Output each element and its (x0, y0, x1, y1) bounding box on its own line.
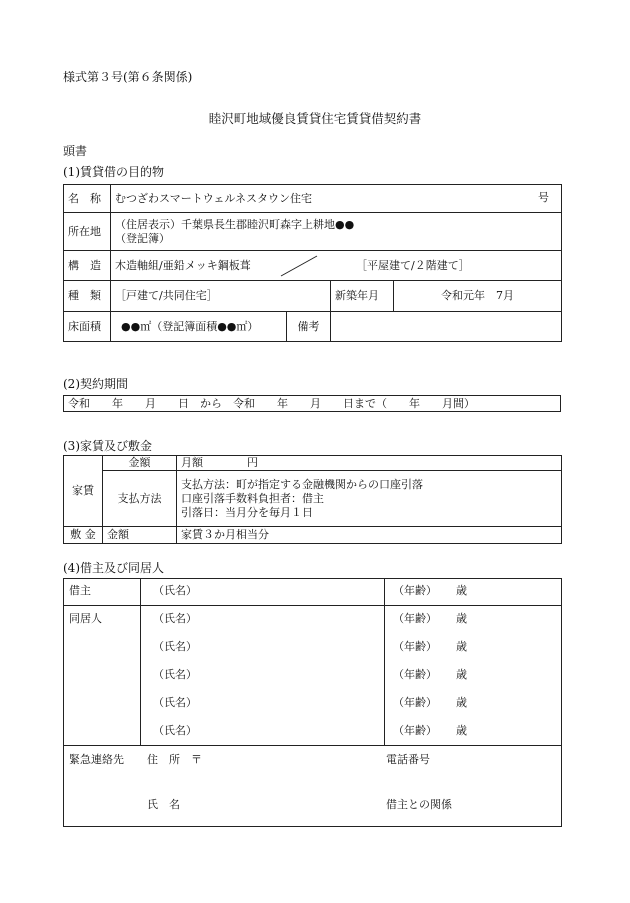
amount-header: 金額 (103, 456, 177, 471)
emergency-relation-field: 借主との関係 (386, 798, 452, 811)
period-table (63, 395, 561, 412)
deposit-value: 家賃３か月相当分 (177, 527, 562, 544)
cohabitant-age-field: （年齢） (393, 696, 437, 709)
deposit-amount-label: 金額 (103, 527, 177, 544)
emergency-address-field: 住 所 〒 (147, 753, 202, 766)
section3-heading: (3)家賃及び敷金 (63, 439, 152, 453)
emergency-name-field: 氏 名 (147, 798, 180, 811)
tenant-col-divider-left (140, 578, 141, 745)
emergency-row-divider (63, 745, 561, 746)
cohabitant-age-unit: 歳 (456, 640, 467, 653)
name-suffix: 号 (538, 191, 550, 204)
name-value-cell (111, 185, 562, 213)
structure-label: 構 造 (64, 251, 111, 281)
cohabitant-name-field: （氏名） (153, 668, 197, 681)
cohabitant-age-unit: 歳 (456, 668, 467, 681)
rent-label: 家賃 (64, 456, 103, 527)
period-text: 令和 年 月 日 から 令和 年 月 日まで（ 年 月間） (64, 396, 561, 412)
address-cell (111, 213, 562, 251)
cohabitant-name-field: （氏名） (153, 724, 197, 737)
rent-table (63, 455, 562, 544)
area-value: ●●㎡（登記簿面積●●㎡） (111, 312, 287, 342)
structure-cell (111, 251, 562, 281)
emergency-phone-field: 電話番号 (386, 753, 430, 766)
section4-heading: (4)借主及び同居人 (63, 561, 164, 575)
section-intro: 頭書 (63, 144, 88, 158)
property-table (63, 184, 562, 342)
borrower-label: 借主 (69, 584, 91, 597)
section1-heading: (1)賃貸借の目的物 (63, 165, 164, 179)
address-label: 所在地 (64, 213, 111, 251)
document-title: 睦沢町地域優良賃貸住宅賃貸借契約書 (208, 111, 422, 126)
cohabitant-name-field: （氏名） (153, 612, 197, 625)
name-label: 名 称 (64, 185, 111, 213)
cohabitant-name-field: （氏名） (153, 640, 197, 653)
built-value: 令和元年 7月 (394, 281, 562, 312)
name-value: むつざわスマートウェルネスタウン住宅 (115, 191, 313, 205)
payment-line3: 引落日：当月分を毎月１日 (181, 505, 313, 519)
emergency-label: 緊急連絡先 (69, 753, 124, 766)
payment-details (177, 471, 562, 527)
cohabitant-label: 同居人 (69, 612, 102, 625)
cohabitant-age-field: （年齢） (393, 724, 437, 737)
tenant-table (63, 578, 562, 827)
area-label: 床面積 (64, 312, 111, 342)
monthly-amount: 月額 円 (177, 456, 562, 471)
cohabitant-age-unit: 歳 (456, 724, 467, 737)
address-line2: （登記簿） (115, 231, 170, 245)
cohabitant-age-unit: 歳 (456, 696, 467, 709)
remarks-label: 備考 (287, 312, 331, 342)
cohabitant-age-field: （年齢） (393, 668, 437, 681)
type-label: 種 類 (64, 281, 111, 312)
borrower-name-field: （氏名） (153, 584, 197, 597)
type-value: ［戸建て/共同住宅］ (111, 281, 331, 312)
structure-floors: ［平屋建て/２階建て］ (356, 259, 470, 272)
slash-divider (279, 255, 319, 277)
tenant-row-divider (63, 605, 561, 606)
cohabitant-name-field: （氏名） (153, 696, 197, 709)
payment-line2: 口座引落手数料負担者：借主 (181, 491, 324, 505)
section2-heading: (2)契約期間 (63, 377, 128, 391)
borrower-age-unit: 歳 (456, 584, 467, 597)
structure-value: 木造軸組/亜鉛メッキ鋼板葺 (115, 258, 251, 272)
payment-label: 支払方法 (103, 471, 177, 527)
borrower-age-field: （年齢） (393, 584, 437, 597)
form-number: 様式第３号(第６条関係) (63, 70, 193, 84)
cohabitant-age-unit: 歳 (456, 612, 467, 625)
cohabitant-age-field: （年齢） (393, 612, 437, 625)
deposit-label: 敷 金 (64, 527, 103, 544)
remarks-value (331, 312, 562, 342)
built-label: 新築年月 (331, 281, 394, 312)
tenant-col-divider-right (384, 578, 385, 745)
cohabitant-age-field: （年齢） (393, 640, 437, 653)
address-line1: （住居表示）千葉県長生郡睦沢町森字上耕地●● (115, 217, 355, 231)
payment-line1: 支払方法：町が指定する金融機関からの口座引落 (181, 477, 423, 491)
